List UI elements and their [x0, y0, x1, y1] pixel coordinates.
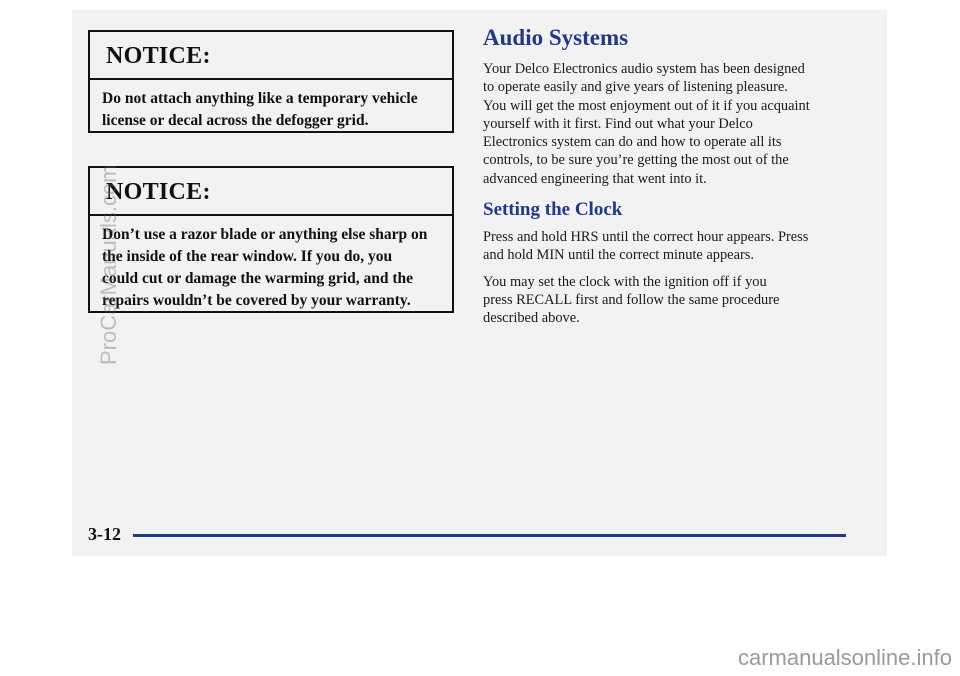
audio-systems-intro: Your Delco Electronics audio system has been designed to operate easily and give years of listening pleasure. You will get the most enjoyment out of it if you acquaint yourself with it first. Find out what your Delco Electronics system can do and how to operate all its controls, to be sure you’re getting the most out of the advanced engineering that went into it.	[483, 61, 810, 187]
page-number: 3-12	[88, 524, 121, 544]
right-column	[483, 24, 863, 336]
watermark: ProCarManuals.com	[96, 164, 121, 365]
notice-text: Don’t use a razor blade or anything else sharp on the inside of the rear window. If you do, you could cut or damage the warming grid, and the repairs wouldn’t be covered by your warranty.	[102, 226, 428, 309]
setting-clock-para2: You may set the clock with the ignition off if you press RECALL first and follow the same procedure described above.	[483, 273, 780, 327]
setting-clock-title: Setting the Clock	[483, 199, 623, 221]
site-footer-link[interactable]: carmanualsonline.info	[737, 645, 952, 670]
audio-systems-title: Audio Systems	[483, 25, 629, 50]
notice-heading: NOTICE:	[90, 168, 452, 216]
setting-clock-para1: Press and hold HRS until the correct hour appears. Press and hold MIN until the correct minute appears.	[483, 229, 809, 264]
notice-box-razor	[88, 166, 454, 313]
notice-heading: NOTICE:	[90, 32, 452, 80]
notice-text: Do not attach anything like a temporary vehicle license or decal across the defogger grid.	[102, 90, 418, 129]
footer-rule	[133, 534, 846, 537]
notice-box-defogger	[88, 30, 454, 133]
